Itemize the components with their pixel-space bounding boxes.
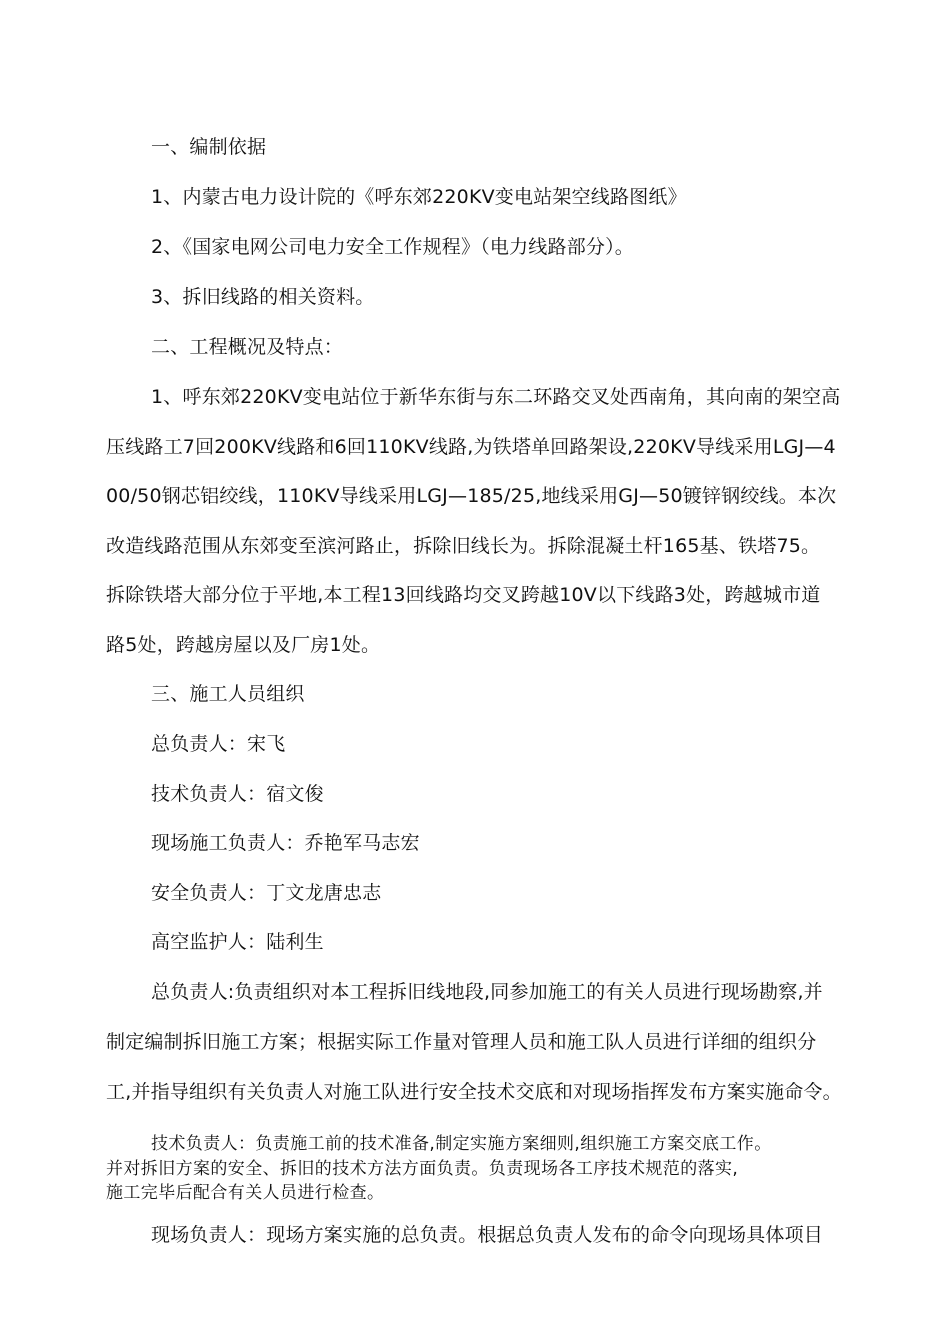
staff-line: 高空监护人：陆利生 xyxy=(151,931,324,953)
staff-line: 现场施工负责人：乔艳军马志宏 xyxy=(151,832,420,854)
paragraph-line: 路5处，跨越房屋以及厂房1处。 xyxy=(106,634,381,656)
staff-line: 技术负责人：宿文俊 xyxy=(151,783,324,805)
section-heading-overview: 二、工程概况及特点： xyxy=(151,336,344,358)
paragraph-line: 工,并指导组织有关负责人对施工队进行安全技术交底和对现场指挥发布方案实施命令。 xyxy=(106,1081,842,1103)
paragraph-line: 施工完毕后配合有关人员进行检查。 xyxy=(106,1183,385,1203)
paragraph-line: 技术负责人：负责施工前的技术准备,制定实施方案细则,组织施工方案交底工作。 xyxy=(151,1134,772,1154)
paragraph-line: 3、拆旧线路的相关资料。 xyxy=(151,286,375,308)
paragraph-line: 拆除铁塔大部分位于平地,本工程13回线路均交叉跨越10V以下线路3处，跨越城市道 xyxy=(106,584,821,606)
section-heading-basis: 一、编制依据 xyxy=(151,136,267,158)
staff-line: 总负责人：宋飞 xyxy=(151,733,286,755)
paragraph-line: 并对拆旧方案的安全、拆旧的技术方法方面负责。负责现场各工序技术规范的落实, xyxy=(106,1159,739,1179)
section-heading-staff: 三、施工人员组织 xyxy=(151,683,305,705)
paragraph-line: 1、内蒙古电力设计院的《呼东郊220KV变电站架空线路图纸》 xyxy=(151,186,687,208)
paragraph-line: 1、呼东郊220KV变电站位于新华东街与东二环路交叉处西南角，其向南的架空高 xyxy=(151,386,841,408)
paragraph-line: 改造线路范围从东郊变至滨河路止，拆除旧线长为。拆除混凝土杆165基、铁塔75。 xyxy=(106,535,821,557)
paragraph-line: 总负责人:负责组织对本工程拆旧线地段,同参加施工的有关人员进行现场勘察,并 xyxy=(151,981,823,1003)
paragraph-line: 2、《国家电网公司电力安全工作规程》（电力线路部分）。 xyxy=(151,236,634,258)
paragraph-line: 现场负责人：现场方案实施的总负责。根据总负责人发布的命令向现场具体项目 xyxy=(151,1224,824,1246)
paragraph-line: 00/50钢芯铝绞线，110KV导线采用LGJ—185/25,地线采用GJ—50镀锌钢绞线。本次 xyxy=(106,485,837,507)
paragraph-line: 制定编制拆旧施工方案；根据实际工作量对管理人员和施工队人员进行详细的组织分 xyxy=(106,1031,817,1053)
staff-line: 安全负责人：丁文龙唐忠志 xyxy=(151,882,382,904)
paragraph-line: 压线路工7回200KV线路和6回110KV线路,为铁塔单回路架设,220KV导线采用LGJ—4 xyxy=(106,436,836,458)
